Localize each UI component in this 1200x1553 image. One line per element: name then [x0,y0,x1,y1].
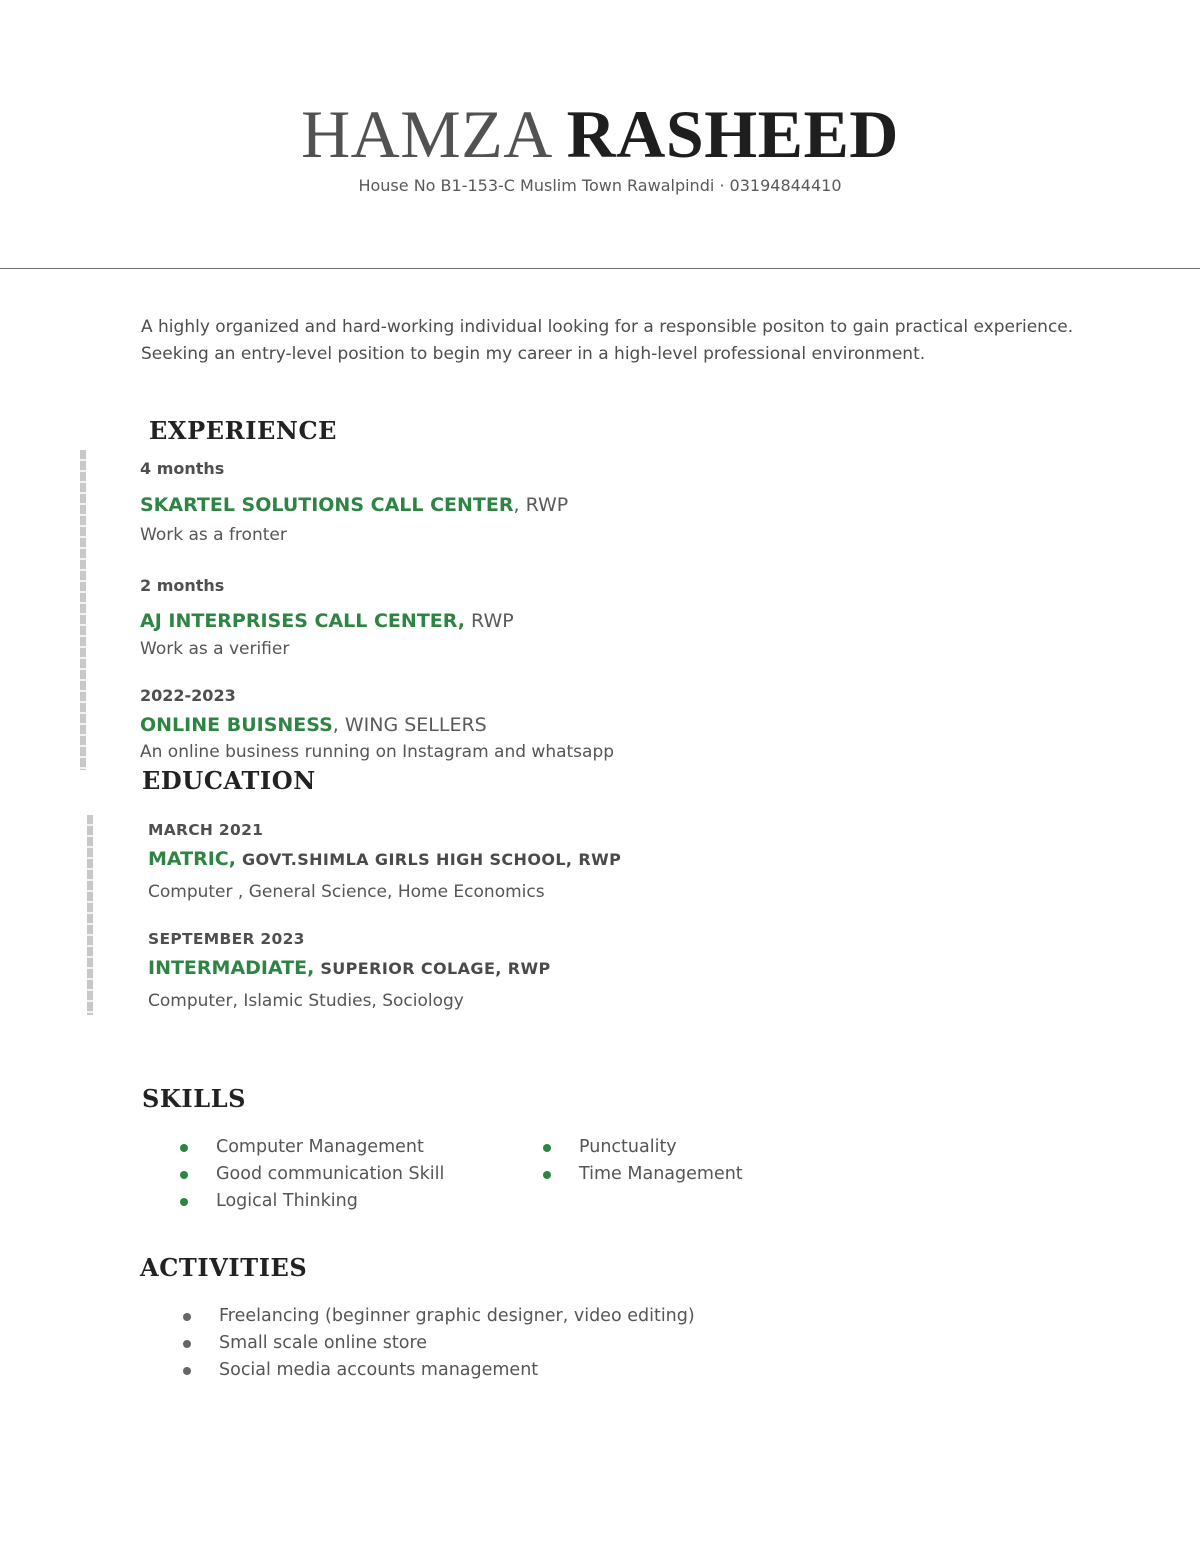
experience-title [140,492,568,518]
experience-description: Work as a verifier [140,639,290,659]
skills-list-left [180,1134,444,1215]
objective-text: A highly organized and hard-working individual looking for a responsible positon to gain practical experience. Seeking an entry-level position to begin my career in a high-level professional environment. [141,317,1074,364]
activity-label: Small scale online store [219,1333,428,1353]
skill-label: Good communication Skill [216,1164,445,1184]
bullet-icon [183,1313,191,1321]
education-entry [148,820,621,904]
education-title [148,846,621,873]
list-item [180,1161,444,1188]
experience-entry [140,459,568,547]
experience-title [140,712,614,738]
bullet-icon [183,1340,191,1348]
candidate-name [0,92,1200,176]
experience-entry [140,686,614,764]
experience-duration: 4 months [140,459,225,478]
skills-list-right [543,1134,743,1188]
experience-org: , WING SELLERS [332,714,487,736]
bullet-icon [180,1144,188,1152]
skill-label: Computer Management [216,1137,424,1157]
activity-label: Freelancing (beginner graphic designer, video editing) [219,1306,695,1326]
experience-role: SKARTEL SOLUTIONS CALL CENTER [140,494,514,516]
bullet-icon [543,1171,551,1179]
skills-heading: SKILLS [142,1084,247,1113]
education-heading: EDUCATION [142,766,316,795]
header-divider [0,268,1200,269]
bullet-icon [543,1144,551,1152]
experience-description: An online business running on Instagram and whatsapp [140,742,615,762]
activities-list [183,1303,695,1384]
contact-info: House No B1-153-C Muslim Town Rawalpindi · 03194844410 [358,176,842,195]
education-school: GOVT.SHIMLA GIRLS HIGH SCHOOL, RWP [235,850,622,869]
skill-label: Logical Thinking [216,1191,358,1211]
experience-duration: 2 months [140,576,225,595]
last-name: RASHEED [566,96,899,172]
list-item [180,1134,444,1161]
education-date: MARCH 2021 [148,821,264,839]
bullet-icon [183,1367,191,1375]
bullet-icon [180,1198,188,1206]
activity-label: Social media accounts management [219,1360,539,1380]
experience-title [140,608,514,634]
experience-heading: EXPERIENCE [149,416,338,445]
list-item [543,1134,743,1161]
skill-label: Time Management [579,1164,743,1184]
list-item [543,1161,743,1188]
education-title [148,955,551,982]
list-item [183,1330,695,1357]
experience-org: RWP [464,610,514,632]
experience-entry [140,576,514,661]
first-name: HAMZA [301,96,550,172]
experience-role: ONLINE BUISNESS [140,714,333,736]
education-school: SUPERIOR COLAGE, RWP [314,959,551,978]
experience-org: , RWP [513,494,569,516]
list-item [180,1188,444,1215]
experience-role: AJ INTERPRISES CALL CENTER, [140,610,465,632]
list-item [183,1357,695,1384]
education-degree: INTERMADIATE, [148,957,315,979]
education-date: SEPTEMBER 2023 [148,930,305,948]
education-entry [148,929,551,1013]
education-timeline-bar [87,815,93,1015]
list-item [183,1303,695,1330]
bullet-icon [180,1171,188,1179]
activities-heading: ACTIVITIES [140,1253,308,1282]
education-subjects: Computer, Islamic Studies, Sociology [148,991,464,1011]
experience-description: Work as a fronter [140,525,287,545]
experience-duration: 2022-2023 [140,686,236,705]
education-subjects: Computer , General Science, Home Economics [148,882,545,902]
experience-timeline-bar [80,450,86,770]
skill-label: Punctuality [579,1137,677,1157]
education-degree: MATRIC, [148,848,236,870]
